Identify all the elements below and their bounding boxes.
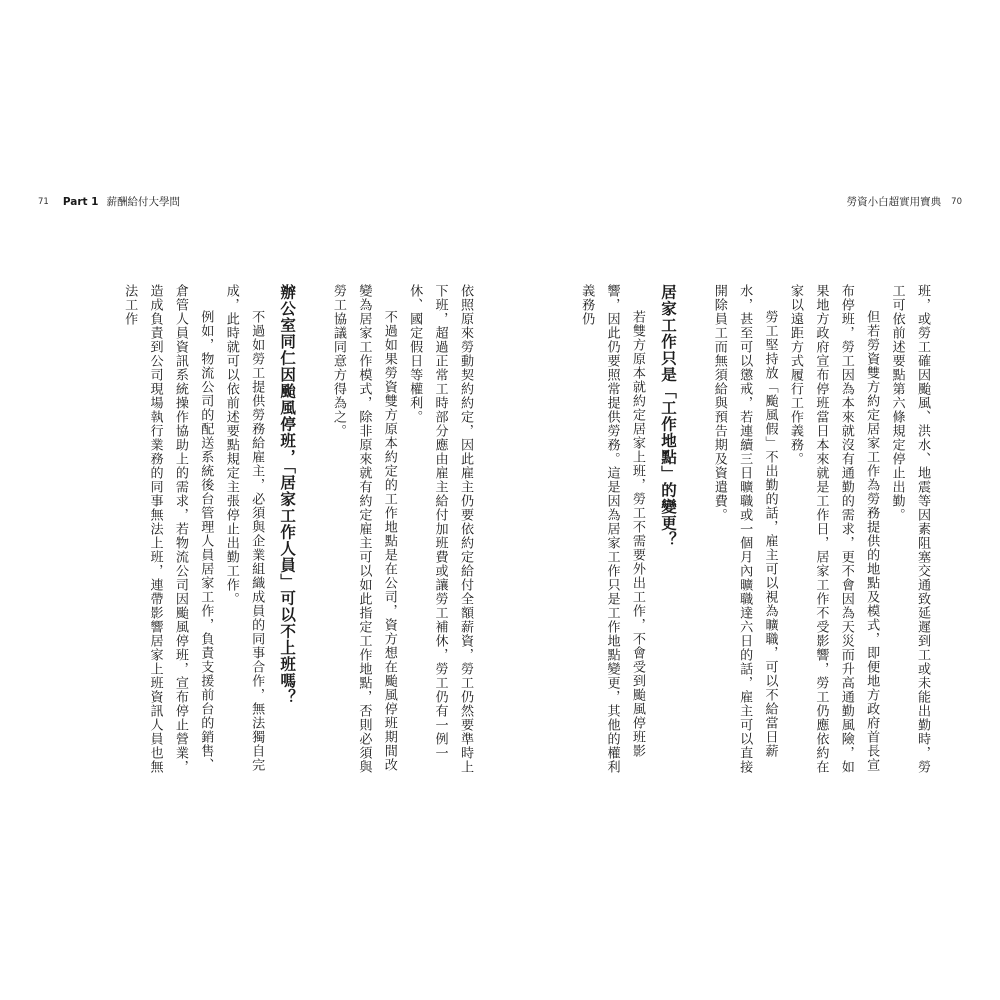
section-heading: 居家工作只是「工作地點」的變更？ — [658, 284, 677, 548]
book-title: 勞資小白超實用寶典 — [846, 196, 942, 208]
right-page-number: 70 — [951, 197, 962, 207]
right-page-header — [847, 195, 962, 209]
paragraph: 若雙方原本就約定居家上班，勞工不需要外出工作，不會受到颱風停班影響，因此仍要照常提供勞務。這是因為居家工作只是工作地點變更，其他的權利義務仍 — [579, 284, 645, 774]
paragraph: 依照原來勞動契約約定，因此雇主仍要依約定給付全額薪資，勞工仍然要準時上下班，超過正常工時部分應由雇主給付加班費或讓勞工補休，勞工仍有一例一休、國定假日等權利。 — [407, 284, 473, 774]
section-heading: 辦公室同仁因颱風停班，「居家工作人員」可以不上班嗎？ — [278, 284, 297, 706]
chapter-title: 薪酬給付大學問 — [106, 196, 180, 208]
paragraph: 但若勞資雙方約定居家工作為勞務提供的地點及模式，即便地方政府首長宣布停班，勞工因為本來就沒有通勤的需求，更不會因為天災而升高通勤風險，如果地方政府宣布停班當日本來就是工作日，居家工作不受影響，勞工仍應依約在家以遠距方式履行工作義務。 — [787, 284, 880, 774]
paragraph: 不過如勞工提供勞務給雇主，必須與企業組織成員的同事合作，無法獨自完成，此時就可以依前述要點規定主張停止出勤工作。 — [223, 284, 265, 773]
paragraph: 例如，物流公司的配送系統後台管理人員居家工作，負責支援前台的銷售、倉管人員資訊系統操作協助上的需求，若物流公司因颱風停班，宣布停止營業，造成負責到公司現場執行業務的同事無法上班，連帶影響居家上班資訊人員也無法工作 — [122, 284, 214, 774]
part-label: Part 1 — [62, 196, 99, 208]
left-page-body — [66, 284, 478, 784]
right-page-body — [455, 284, 935, 784]
paragraph: 不過如果勞資雙方原本約定的工作地點是在公司，資方想在颱風停班期間改變為居家工作模式，除非原來就有約定雇主可以如此指定工作地點，否則必須與勞工協議同意方得為之。 — [330, 284, 397, 774]
paragraph: 班，或勞工確因颱風、洪水、地震等因素阻塞交通致延遲到工或未能出勤時，勞工可依前述要點第六條規定停止出勤。 — [889, 284, 930, 774]
left-page-header — [38, 195, 180, 209]
paragraph: 勞工堅持放「颱風假」不出勤的話，雇主可以視為曠職，可以不給當日薪水，甚至可以懲戒，若連續三日曠職或一個月內曠職達六日的話，雇主可以直接開除員工而無須給與預告期及資遣費。 — [711, 284, 778, 774]
left-page-number: 71 — [38, 197, 49, 207]
